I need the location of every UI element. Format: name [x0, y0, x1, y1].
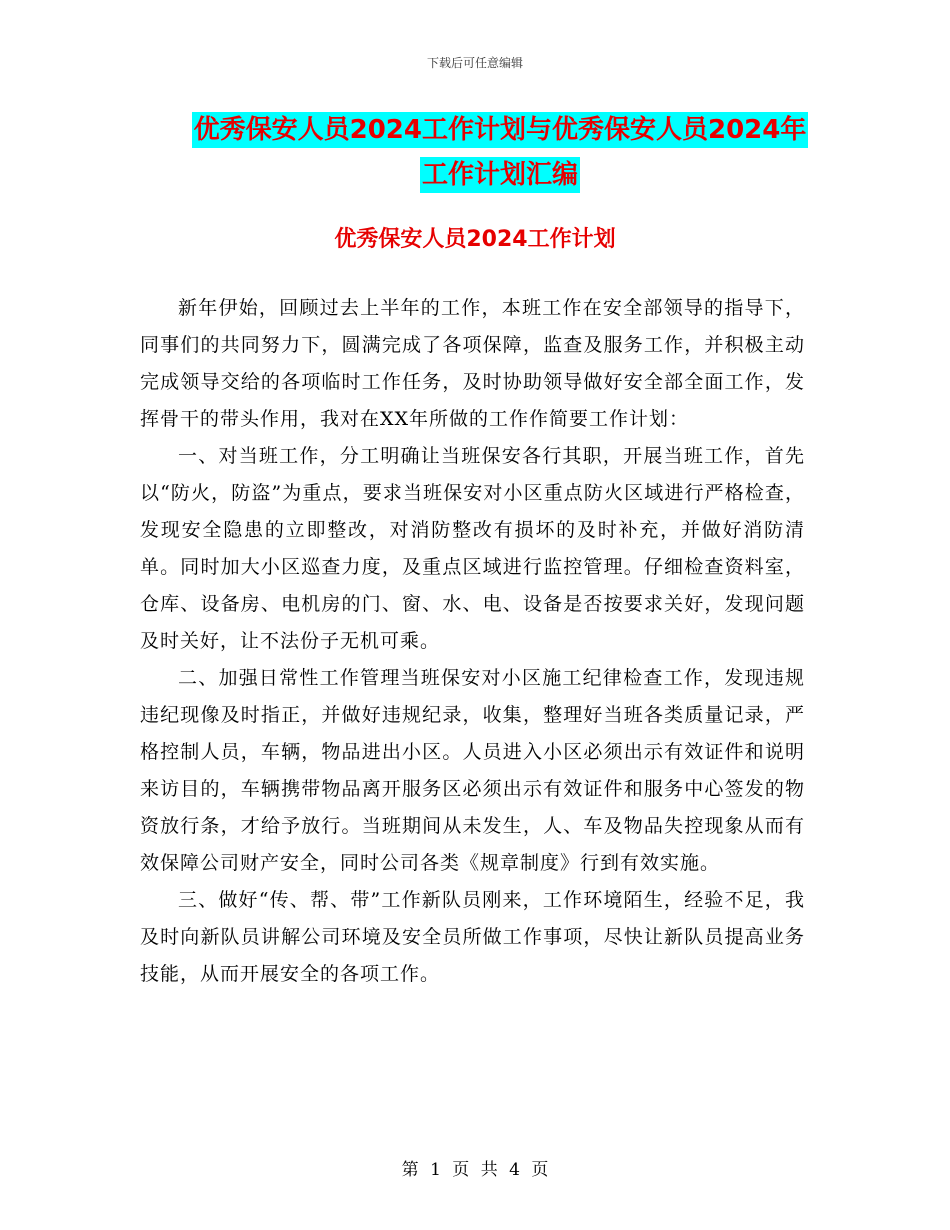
paragraph-intro: 新年伊始，回顾过去上半年的工作，本班工作在安全部领导的指导下，同事们的共同努力下，圆满完成了各项保障，监查及服务工作，并积极主动完成领导交给的各项临时工作任务，及时协助领导做好安全部全面工作，发挥骨干的带头作用，我对在XX年所做的工作作简要工作计划：: [140, 297, 805, 430]
page-number-footer: 第 1 页 共 4 页: [401, 1160, 549, 1180]
paragraph-item-2: 二、加强日常性工作管理当班保安对小区施工纪律检查工作，发现违规违纪现像及时指正，并做好违规纪录，收集，整理好当班各类质量记录，严格控制人员，车辆，物品进出小区。人员进入小区必须出示有效证件和说明来访目的，车辆携带物品离开服务区必须出示有效证件和服务中心签发的物资放行条，才给予放行。当班期间从未发生，人、车及物品失控现象从而有效保障公司财产安全，同时公司各类《规章制度》行到有效实施。: [140, 667, 805, 874]
section-title: 优秀保安人员2024工作计划: [334, 227, 616, 252]
page-header-note: 下载后可任意编辑: [426, 56, 523, 70]
document-title-line-1: 优秀保安人员2024工作计划与优秀保安人员2024年: [192, 112, 809, 148]
paragraph-item-1: 一、对当班工作，分工明确让当班保安各行其职，开展当班工作，首先以“防火，防盗”为重点，要求当班保安对小区重点防火区域进行严格检查，发现安全隐患的立即整改，对消防整改有损坏的及时补充，并做好消防清单。同时加大小区巡查力度，及重点区域进行监控管理。仔细检查资料室，仓库、设备房、电机房的门、窗、水、电、设备是否按要求关好，发现问题及时关好，让不法份子无机可乘。: [140, 445, 805, 652]
document-title-line-2: 工作计划汇编: [420, 157, 580, 193]
body-text: [140, 290, 805, 993]
document-title: [150, 108, 850, 198]
paragraph-item-3: 三、做好“传、帮、带”工作新队员刚来，工作环境陌生，经验不足，我及时向新队员讲解公司环境及安全员所做工作事项，尽快让新队员提高业务技能，从而开展安全的各项工作。: [140, 889, 805, 985]
